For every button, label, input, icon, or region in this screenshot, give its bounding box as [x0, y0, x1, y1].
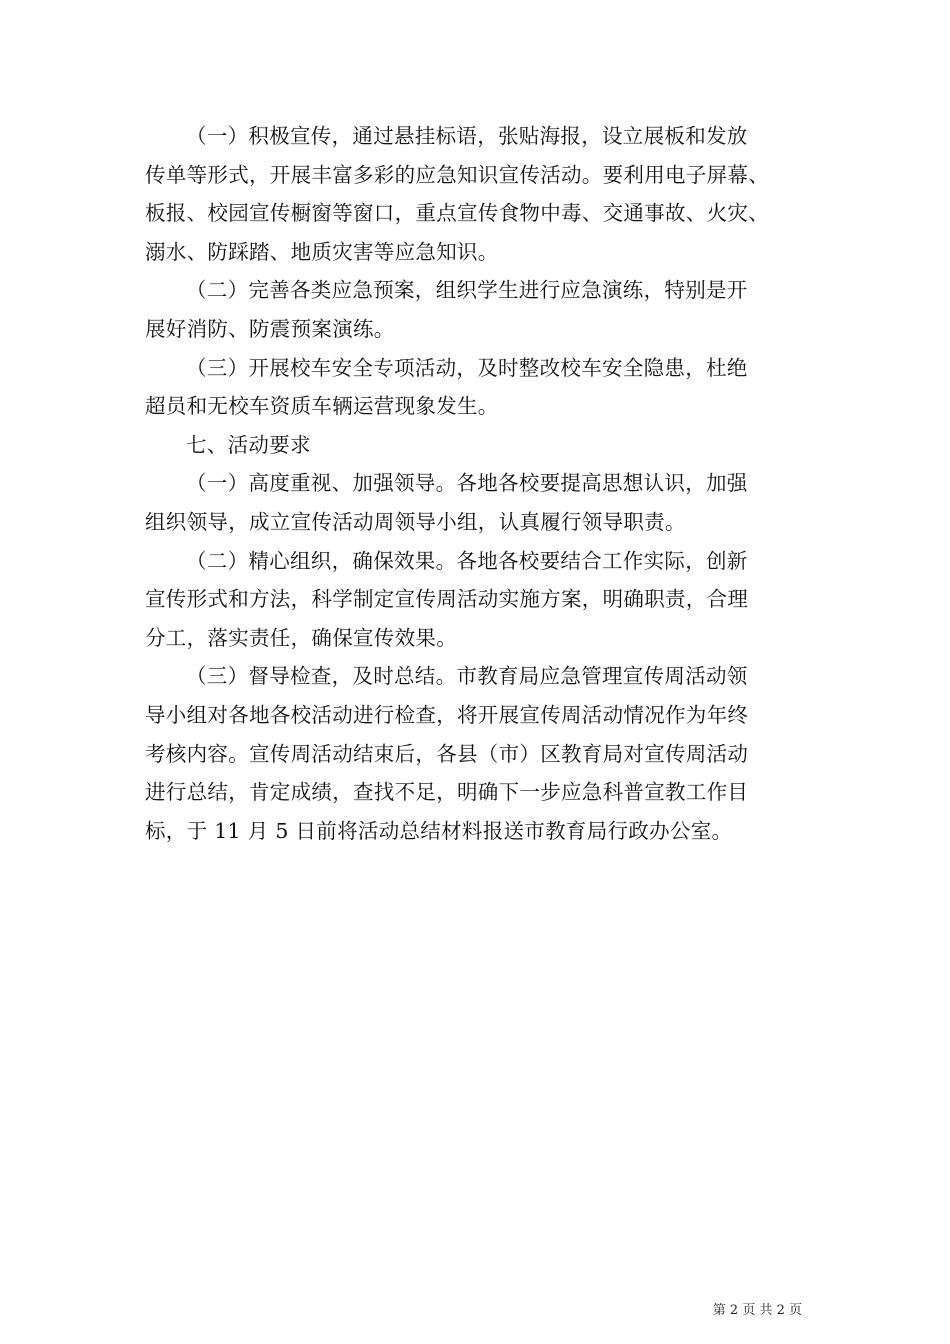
text-line: 展好消防、防震预案演练。	[145, 316, 395, 341]
section-heading	[145, 426, 825, 465]
text-line: （一）高度重视、加强领导。各地各校要提高思想认识，加强	[186, 471, 748, 496]
paragraph	[145, 117, 825, 271]
text-line: 溺水、防踩踏、地质灾害等应急知识。	[145, 239, 499, 264]
text-line: 传单等形式，开展丰富多彩的应急知识宣传活动。要利用电子屏幕、	[145, 162, 769, 187]
text-line: 分工，落实责任，确保宣传效果。	[145, 625, 457, 650]
document-body	[145, 117, 825, 850]
paragraph	[145, 657, 825, 850]
paragraph	[145, 464, 825, 541]
text-line: 组织领导，成立宣传活动周领导小组，认真履行领导职责。	[145, 509, 686, 534]
text-line: （三）开展校车安全专项活动，及时整改校车安全隐患，杜绝	[186, 355, 748, 380]
paragraph	[145, 349, 825, 426]
text-line: （二）完善各类应急预案，组织学生进行应急演练，特别是开	[186, 278, 748, 303]
text-line: 七、活动要求	[186, 432, 311, 457]
text-line: （一）积极宣传，通过悬挂标语，张贴海报，设立展板和发放	[186, 124, 748, 148]
text-line: （二）精心组织，确保效果。各地各校要结合工作实际，创新	[186, 548, 748, 573]
paragraph	[145, 542, 825, 658]
text-line: 导小组对各地各校活动进行检查，将开展宣传周活动情况作为年终	[145, 702, 749, 727]
text-line: 标，于 11 月 5 日前将活动总结材料报送市教育局行政办公室。	[145, 818, 733, 843]
text-line: 考核内容。宣传周活动结束后，各县（市）区教育局对宣传周活动	[145, 741, 749, 766]
page-number-footer: 第 2 页 共 2 页	[712, 1303, 802, 1318]
text-line: 板报、校园宣传橱窗等窗口，重点宣传食物中毒、交通事故、火灾、	[145, 201, 769, 226]
text-line: 超员和无校车资质车辆运营现象发生。	[145, 394, 499, 419]
text-line: 进行总结，肯定成绩，查找不足，明确下一步应急科普宣教工作目	[145, 780, 749, 805]
text-line: （三）督导检查，及时总结。市教育局应急管理宣传周活动领	[186, 664, 748, 689]
paragraph	[145, 271, 825, 348]
text-line: 宣传形式和方法，科学制定宣传周活动实施方案，明确职责，合理	[145, 587, 749, 612]
